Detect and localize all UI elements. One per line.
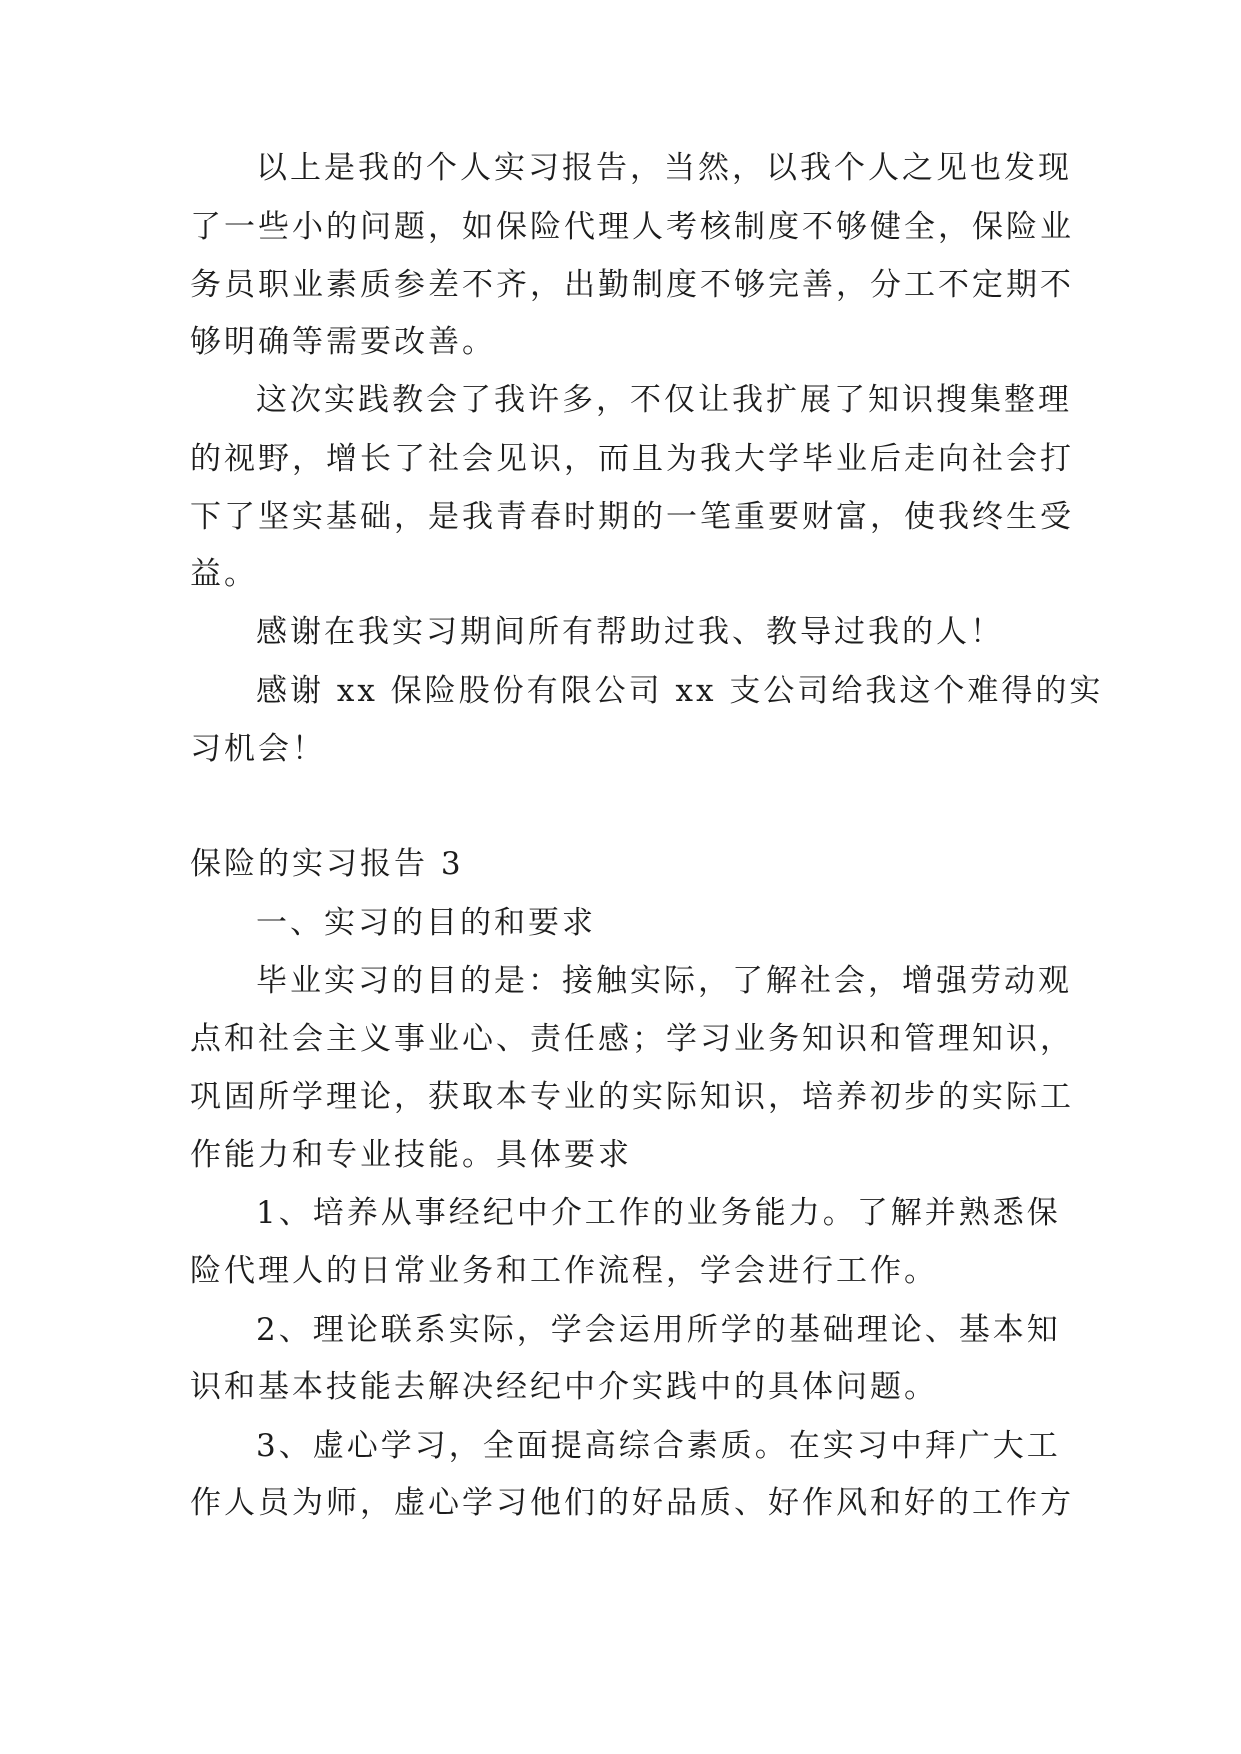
list-item-line: 险代理人的日常业务和工作流程，学会进行工作。	[190, 1253, 938, 1289]
paragraph-line: 巩固所学理论，获取本专业的实际知识，培养初步的实际工	[190, 1079, 1074, 1115]
paragraph-line: 益。	[190, 556, 258, 592]
paragraph-line: 作能力和专业技能。具体要求	[190, 1137, 632, 1173]
list-item-line: 作人员为师，虚心学习他们的好品质、好作风和好的工作方	[190, 1485, 1074, 1521]
subsection-heading: 一、实习的目的和要求	[256, 905, 596, 941]
list-item-line: 识和基本技能去解决经纪中介实践中的具体问题。	[190, 1369, 938, 1405]
paragraph-line: 感谢 xx 保险股份有限公司 xx 支公司给我这个难得的实	[256, 673, 1104, 709]
paragraph-line: 毕业实习的目的是：接触实际，了解社会，增强劳动观	[256, 963, 1072, 999]
paragraph-line: 点和社会主义事业心、责任感；学习业务知识和管理知识，	[190, 1021, 1074, 1057]
paragraph-line: 感谢在我实习期间所有帮助过我、教导过我的人！	[256, 614, 1004, 650]
paragraph-line: 的视野，增长了社会见识，而且为我大学毕业后走向社会打	[190, 441, 1074, 477]
paragraph-line: 了一些小的问题，如保险代理人考核制度不够健全，保险业	[190, 209, 1074, 245]
section-heading: 保险的实习报告 3	[190, 846, 464, 882]
paragraph-line: 以上是我的个人实习报告，当然，以我个人之见也发现	[256, 150, 1072, 186]
paragraph-line: 习机会！	[190, 731, 326, 767]
list-item-line: 1、培养从事经纪中介工作的业务能力。了解并熟悉保	[256, 1195, 1061, 1231]
list-item-line: 2、理论联系实际，学会运用所学的基础理论、基本知	[256, 1312, 1061, 1348]
paragraph-line: 够明确等需要改善。	[190, 324, 496, 360]
paragraph-line: 下了坚实基础，是我青春时期的一笔重要财富，使我终生受	[190, 499, 1074, 535]
paragraph-line: 务员职业素质参差不齐，出勤制度不够完善，分工不定期不	[190, 267, 1074, 303]
list-item-line: 3、虚心学习，全面提高综合素质。在实习中拜广大工	[256, 1428, 1061, 1464]
paragraph-line: 这次实践教会了我许多，不仅让我扩展了知识搜集整理	[256, 382, 1072, 418]
